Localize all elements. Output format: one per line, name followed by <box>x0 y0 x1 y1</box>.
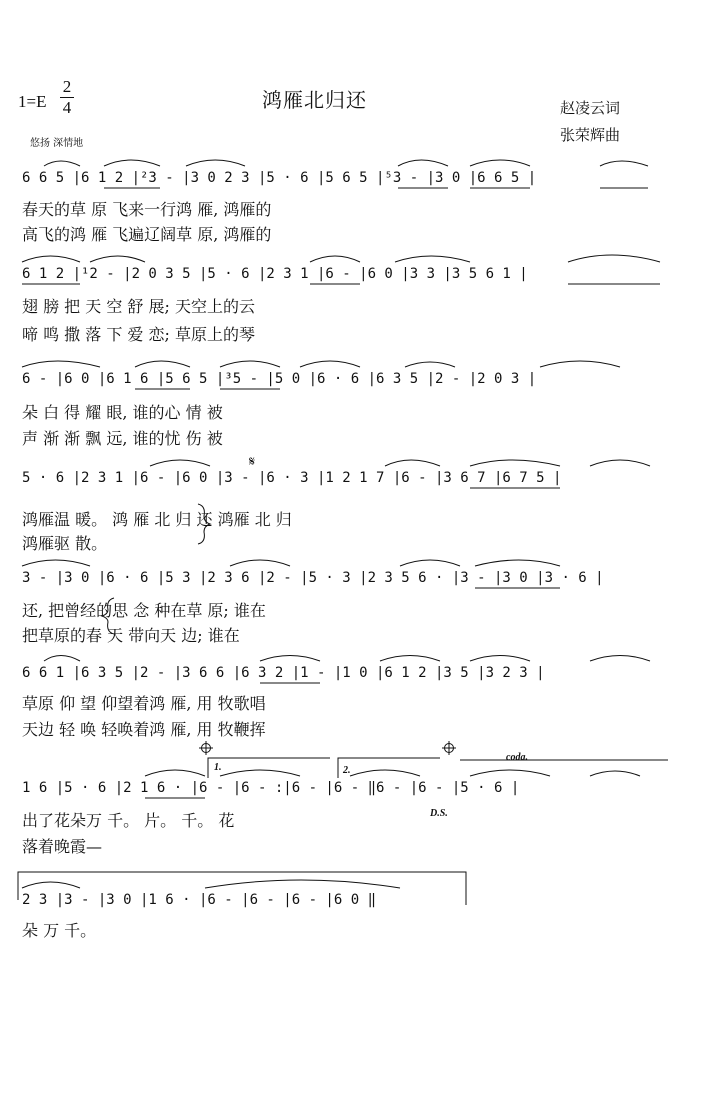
slur-mark <box>205 880 400 888</box>
slur-mark <box>398 160 448 166</box>
slur-mark <box>475 560 560 566</box>
slur-mark <box>220 361 280 367</box>
time-signature-top: 2 <box>62 77 72 96</box>
slur-mark <box>300 361 360 367</box>
slur-mark <box>44 161 80 166</box>
brace-left <box>102 598 114 634</box>
composer-credit: 张荣辉曲 <box>560 126 621 144</box>
lyric-line: 鸿雁驱 散。 <box>22 534 108 553</box>
time-signature-bottom: 4 <box>62 98 72 117</box>
slur-mark <box>230 560 290 566</box>
slur-mark <box>310 256 360 262</box>
slur-mark <box>470 460 560 466</box>
brace-right <box>198 504 210 544</box>
dal-segno-mark: D.S. <box>430 808 448 819</box>
slur-mark <box>590 771 640 776</box>
lyric-line: 啼 鸣 撒 落 下 爱 恋; 草原上的琴 <box>22 325 255 344</box>
volta-second-ending: 2. <box>343 765 351 776</box>
slur-mark <box>590 656 650 662</box>
slur-mark <box>350 770 420 776</box>
slur-mark <box>470 160 530 166</box>
tempo-marking: 悠扬 深情地 <box>30 138 84 149</box>
lyric-line: 鸿雁温 暖。 鸿 雁 北 归 还 鸿雁 北 归 <box>22 510 292 529</box>
slur-mark <box>568 255 660 262</box>
lyric-line: 朵 万 千。 <box>22 921 97 940</box>
slur-mark <box>385 460 440 466</box>
lyric-line: 草原 仰 望 仰望着鸿 雁, 用 牧歌唱 <box>22 694 266 713</box>
notation-row: 5 · 6 |2 3 1 |6 - |6 0 |3 - |6 · 3 |1 2 1 7 |6 - |3 6 7 |6 7 5 | <box>22 470 562 486</box>
volta-bracket <box>208 758 330 778</box>
lyric-line: 落着晚霞— <box>22 837 103 856</box>
notation-row: 6 6 1 |6 3 5 |2 - |3 6 6 |6 3 2 |1 - |1 0 |6 1 2 |3 5 |3 2 3 | <box>22 665 545 681</box>
lyricist-credit: 赵凌云词 <box>560 99 621 117</box>
key-signature: 1=E <box>18 92 47 111</box>
slur-mark <box>400 560 460 566</box>
segno-icon: 𝄋 <box>249 454 256 470</box>
slur-mark <box>540 361 620 367</box>
slur-mark <box>150 460 210 466</box>
slur-mark <box>395 256 470 262</box>
notation-row: 1 6 |5 · 6 |2 1 6 · |6 - |6 - :|6 - |6 - ‖6 - |6 - |5 · 6 | <box>22 780 520 796</box>
slur-mark <box>186 160 245 166</box>
ending-bracket <box>18 872 466 905</box>
slur-mark <box>380 656 440 662</box>
slur-mark <box>260 656 320 662</box>
slur-mark <box>22 256 80 262</box>
slur-mark <box>145 770 205 776</box>
slur-mark <box>600 161 648 166</box>
lyric-line: 春天的草 原 飞来一行鸿 雁, 鸿雁的 <box>22 200 272 219</box>
slur-mark <box>22 882 80 888</box>
volta-first-ending: 1. <box>214 762 222 773</box>
coda-label: coda. <box>506 752 528 763</box>
song-title: 鸿雁北归还 <box>262 88 367 112</box>
lyric-line: 朵 白 得 耀 眼, 谁的心 情 被 <box>22 403 223 422</box>
lyric-line: 翅 膀 把 天 空 舒 展; 天空上的云 <box>22 297 255 316</box>
slur-mark <box>22 560 90 566</box>
lyric-line: 还, 把曾经的思 念 种在草 原; 谁在 <box>22 601 266 620</box>
lyric-line: 出了花朵万 千。 片。 千。 花 <box>22 811 235 830</box>
notation-row: 2 3 |3 - |3 0 |1 6 · |6 - |6 - |6 - |6 0 ‖ <box>22 892 377 908</box>
slur-mark <box>90 256 145 262</box>
slur-mark <box>590 460 650 466</box>
slur-mark <box>135 361 190 367</box>
notation-row: 3 - |3 0 |6 · 6 |5 3 |2 3 6 |2 - |5 · 3 |2 3 5 6 · |3 - |3 0 |3 · 6 | <box>22 570 604 586</box>
slur-mark <box>470 770 550 776</box>
coda-icon <box>442 741 456 755</box>
slur-mark <box>220 770 300 776</box>
slur-mark <box>22 361 100 367</box>
lyric-line: 天边 轻 唤 轻唤着鸿 雁, 用 牧鞭挥 <box>22 720 266 739</box>
lyric-line: 声 渐 渐 飘 远, 谁的忧 伤 被 <box>22 429 223 448</box>
slur-mark <box>104 160 160 166</box>
notation-row: 6 6 5 |6 1 2 |²3 - |3 0 2 3 |5 · 6 |5 6 5 |⁵3 - |3 0 |6 6 5 | <box>22 170 537 186</box>
notation-row: 6 - |6 0 |6 1 6 |5 6 5 |³5 - |5 0 |6 · 6 |6 3 5 |2 - |2 0 3 | <box>22 371 537 387</box>
notation-row: 6 1 2 |¹2 - |2 0 3 5 |5 · 6 |2 3 1 |6 - |6 0 |3 3 |3 5 6 1 | <box>22 266 528 282</box>
slur-mark <box>44 656 80 662</box>
lyric-line: 高飞的鸿 雁 飞遍辽阔草 原, 鸿雁的 <box>22 225 272 244</box>
slur-mark <box>405 362 455 367</box>
slur-mark <box>470 656 530 662</box>
lyric-line: 把草原的春 天 带向天 边; 谁在 <box>22 626 240 645</box>
coda-icon <box>199 741 213 755</box>
